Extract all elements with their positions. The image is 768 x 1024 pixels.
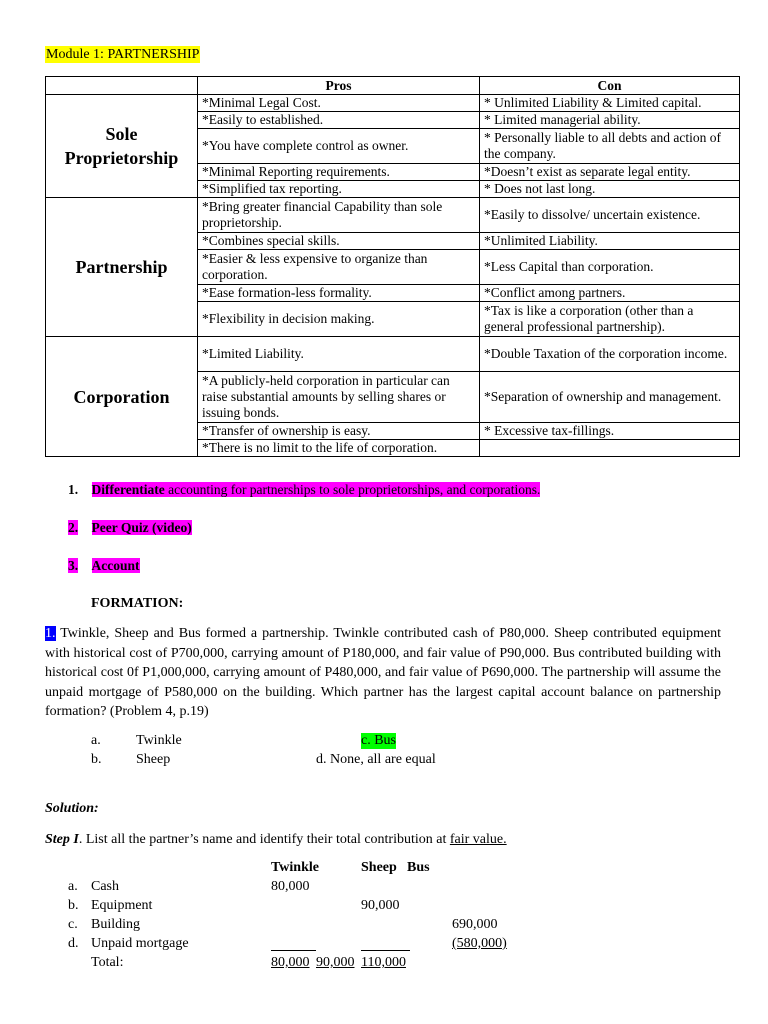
pro-cell: *You have complete control as owner. xyxy=(198,129,480,164)
equipment-sheep: 90,000 xyxy=(361,898,400,913)
rule-twinkle xyxy=(271,950,316,951)
list-number: 3. xyxy=(68,558,79,573)
pro-cell: *Minimal Legal Cost. xyxy=(198,95,480,112)
table-header-con: Con xyxy=(480,77,740,95)
con-cell: *Doesn’t exist as separate legal entity. xyxy=(480,164,740,181)
table-header-pros: Pros xyxy=(198,77,480,95)
total-bus: 110,000 xyxy=(361,955,406,970)
row-label: Cash xyxy=(91,879,119,894)
choice-c-answer: c. Bus xyxy=(361,733,396,748)
row-label: Unpaid mortgage xyxy=(91,936,189,951)
choice-d-text: d. None, all are equal xyxy=(316,752,436,767)
pro-cell: *Transfer of ownership is easy. xyxy=(198,423,480,440)
pro-cell: *Easily to established. xyxy=(198,112,480,129)
pro-cell: *Ease formation-less formality. xyxy=(198,285,480,302)
con-cell: *Easily to dissolve/ uncertain existence. xyxy=(480,198,740,233)
list-item xyxy=(68,557,140,574)
con-cell: *Double Taxation of the corporation income. xyxy=(480,337,740,372)
con-cell: * Excessive tax-fillings. xyxy=(480,423,740,440)
con-cell: * Personally liable to all debts and action of the company. xyxy=(480,129,740,164)
solution-heading: Solution: xyxy=(45,801,99,816)
row-label: Equipment xyxy=(91,898,153,913)
choice-a-letter: a. xyxy=(91,733,101,748)
category-corporation: Corporation xyxy=(46,337,198,457)
col-header-bus: Bus xyxy=(407,860,430,875)
con-cell: * Limited managerial ability. xyxy=(480,112,740,129)
list-item xyxy=(68,519,192,536)
list-number: 1. xyxy=(68,482,79,497)
col-header-sheep: Sheep xyxy=(361,860,397,875)
list-bold-text: Account xyxy=(91,558,140,573)
rule-sheep xyxy=(361,950,410,951)
con-cell: *Unlimited Liability. xyxy=(480,233,740,250)
con-cell: *Less Capital than corporation. xyxy=(480,250,740,285)
total-sheep: 90,000 xyxy=(316,955,355,970)
con-cell: *Tax is like a corporation (other than a general professional partnership). xyxy=(480,302,740,337)
con-cell: * Unlimited Liability & Limited capital. xyxy=(480,95,740,112)
formation-heading: FORMATION: xyxy=(91,596,184,611)
comparison-table xyxy=(45,76,740,457)
problem-text: Twinkle, Sheep and Bus formed a partnership. Twinkle contributed cash of P80,000. Sheep contributed equipment with historical cost of P700,000, carrying amount of P180,000, and fair value of P90,000. Bus contributed building with historical cost 0f P1,000,000, carrying amount of P480,000, and fair value of P690,000. The partnership will assume the unpaid mortgage of P580,000 on the building. Which partner has the largest capital account balance on partnership formation? (Problem 4, p.19) xyxy=(45,626,721,719)
row-label: Building xyxy=(91,917,141,932)
step-one xyxy=(45,832,507,848)
list-text: accounting for partnerships to sole proprietorships, and corporations. xyxy=(164,482,541,497)
building-bus: 690,000 xyxy=(452,917,498,932)
con-cell xyxy=(480,440,740,457)
pro-cell: *Combines special skills. xyxy=(198,233,480,250)
choice-a-text: Twinkle xyxy=(136,733,182,748)
list-number: 2. xyxy=(68,520,79,535)
total-twinkle: 80,000 xyxy=(271,955,310,970)
cash-twinkle: 80,000 xyxy=(271,879,310,894)
row-letter: b. xyxy=(68,898,79,913)
choice-b-text: Sheep xyxy=(136,752,171,767)
step-underlined: fair value. xyxy=(449,832,507,847)
pro-cell: *Simplified tax reporting. xyxy=(198,181,480,198)
pro-cell: *There is no limit to the life of corporation. xyxy=(198,440,480,457)
row-letter: a. xyxy=(68,879,78,894)
category-label: Sole xyxy=(105,124,138,144)
step-text: . List all the partner’s name and identify their total contribution at xyxy=(78,832,450,847)
pro-cell: *Flexibility in decision making. xyxy=(198,302,480,337)
problem-paragraph xyxy=(45,624,721,722)
choice-b-letter: b. xyxy=(91,752,102,767)
col-header-twinkle: Twinkle xyxy=(271,860,319,875)
con-cell: *Conflict among partners. xyxy=(480,285,740,302)
con-cell: *Separation of ownership and management. xyxy=(480,372,740,423)
total-label: Total: xyxy=(91,955,124,970)
row-letter: d. xyxy=(68,936,79,951)
list-bold-text: Peer Quiz (video) xyxy=(91,520,192,535)
mortgage-bus: (580,000) xyxy=(452,936,507,951)
pro-cell: *A publicly-held corporation in particular can raise substantial amounts by selling shares or issuing bonds. xyxy=(198,372,480,423)
step-label: Step I xyxy=(45,832,79,847)
problem-number: 1. xyxy=(45,626,56,641)
category-sole-proprietorship xyxy=(46,95,198,198)
pro-cell: *Minimal Reporting requirements. xyxy=(198,164,480,181)
pro-cell: *Easier & less expensive to organize than corporation. xyxy=(198,250,480,285)
list-bold-text: Differentiate xyxy=(91,482,165,497)
pro-cell: *Limited Liability. xyxy=(198,337,480,372)
row-letter: c. xyxy=(68,917,78,932)
con-cell: * Does not last long. xyxy=(480,181,740,198)
category-label: Proprietorship xyxy=(64,148,179,168)
category-partnership: Partnership xyxy=(46,198,198,337)
module-title: Module 1: PARTNERSHIP xyxy=(46,47,200,62)
pro-cell: *Bring greater financial Capability than sole proprietorship. xyxy=(198,198,480,233)
table-header-blank xyxy=(46,77,198,95)
list-item xyxy=(68,481,540,498)
